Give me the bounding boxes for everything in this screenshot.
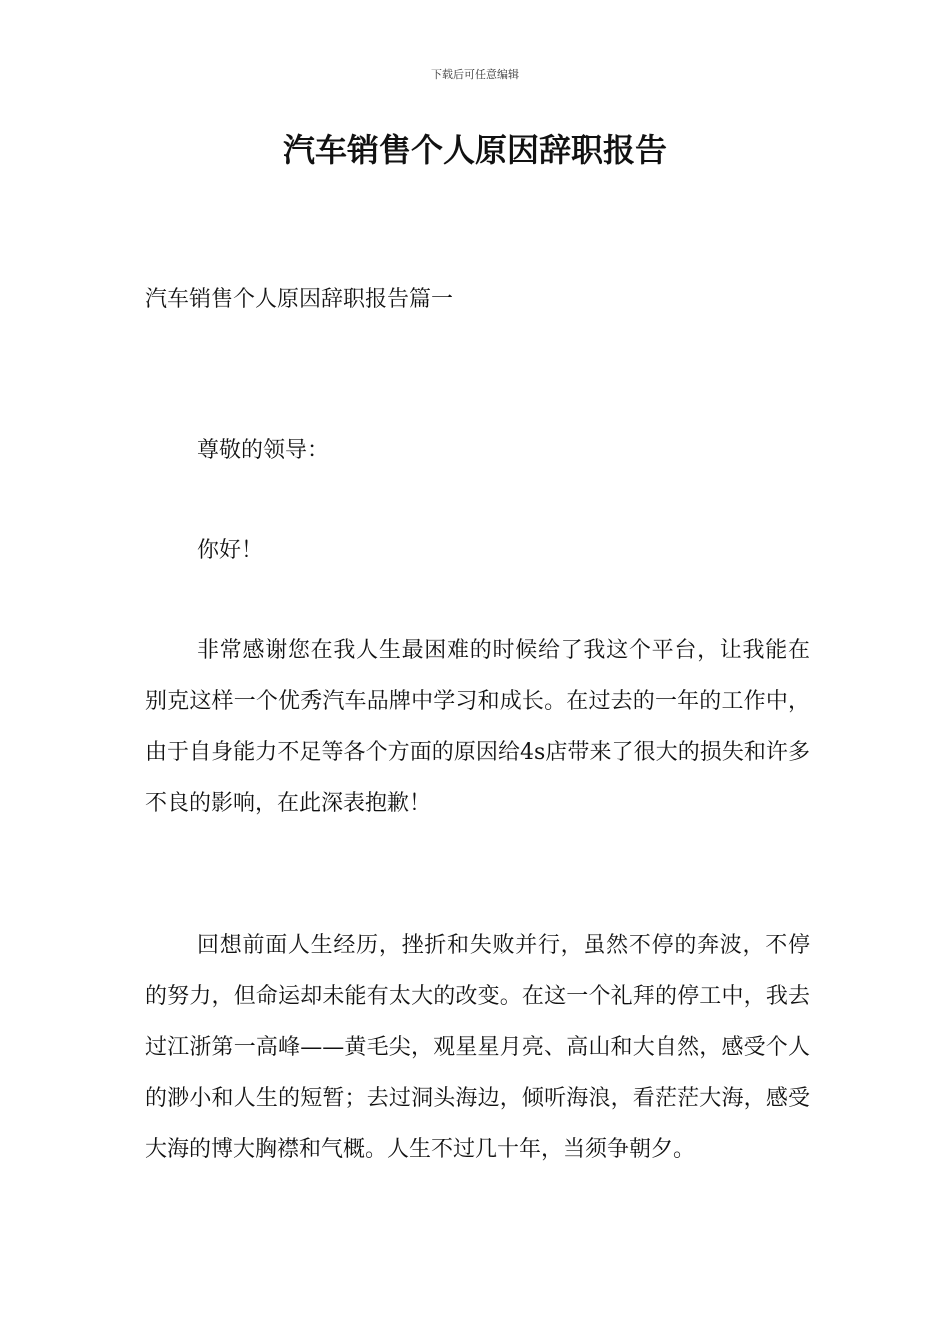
- greeting: 你好！: [197, 538, 264, 563]
- section-heading: 汽车销售个人原因辞职报告篇一: [145, 287, 454, 312]
- document-title: 汽车销售个人原因辞职报告: [282, 131, 667, 169]
- body-paragraph-2: 回想前面人生经历，挫折和失败并行，虽然不停的奔波，不停的努力，但命运却未能有太大的改变。在这一个礼拜的停工中，我去过江浙第一高峰——黄毛尖，观星星月亮、高山和大自然，感受个人的渺小和人生的短暂；去过洞头海边，倾听海浪，看茫茫大海，感受大海的博大胸襟和气概。人生不过几十年，当须争朝夕。: [145, 933, 810, 1162]
- body-paragraph-1: 非常感谢您在我人生最困难的时候给了我这个平台，让我能在别克这样一个优秀汽车品牌中学习和成长。在过去的一年的工作中，由于自身能力不足等各个方面的原因给4s店带来了很大的损失和许多不良的影响，在此深表抱歉！: [145, 638, 810, 816]
- salutation: 尊敬的领导：: [197, 438, 330, 463]
- header-note: 下载后可任意编辑: [431, 68, 519, 81]
